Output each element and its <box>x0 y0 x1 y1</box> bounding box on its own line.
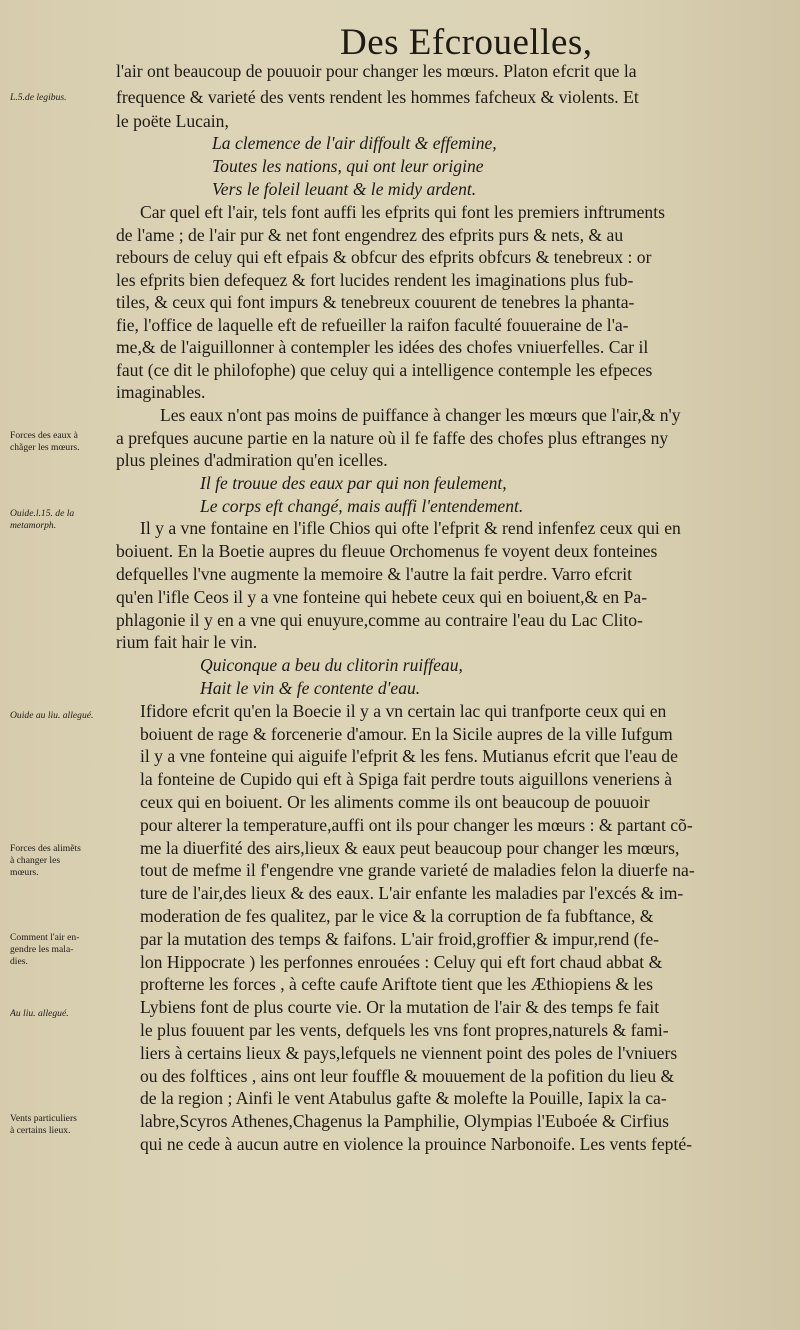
margin-note-line: Forces des alimẽts <box>10 843 81 854</box>
margin-note <box>10 508 118 532</box>
text-line: Le corps eft changé, mais auffi l'entendement. <box>200 496 524 516</box>
text-line: labre,Scyros Athenes,Chagenus la Pamphilie, Olympias l'Euboée & Cirfius <box>140 1111 669 1131</box>
text-line: qui ne cede à aucun autre en violence la prouince Narbonoife. Les vents fepté- <box>140 1134 692 1154</box>
margin-note <box>10 843 118 879</box>
text-line: imaginables. <box>116 382 206 402</box>
text-line: ou des folftices , ains ont leur fouffle & mouuement de la pofition du lieu & <box>140 1066 675 1086</box>
text-line: me,& de l'aiguillonner à contempler les idées des chofes vniuerfelles. Car il <box>116 337 649 357</box>
margin-note-line: gendre les mala- <box>10 944 74 955</box>
text-line: Quiconque a beu du clitorin ruiffeau, <box>200 655 463 675</box>
text-line: phlagonie il y en a vne qui enuyure,comme au contraire l'eau du Lac Clito- <box>116 610 643 630</box>
text-line: moderation de fes qualitez, par le vice & la corruption de fa fubftance, & <box>140 906 654 926</box>
text-line: a prefques aucune partie en la nature où il fe faffe des chofes plus eftranges ny <box>116 428 669 448</box>
text-line: ture de l'air,des lieux & des eaux. L'air enfante les maladies par l'excés & im- <box>140 883 684 903</box>
margin-note-line: Forces des eaux à <box>10 430 78 441</box>
text-line: tout de mefme il f'engendre vne grande varieté de maladies felon la diuerfe na- <box>140 860 695 880</box>
text-line: qu'en l'ifle Ceos il y a vne fonteine qui hebete ceux qui en boiuent,& en Pa- <box>116 587 648 607</box>
text-line: Hait le vin & fe contente d'eau. <box>200 678 421 698</box>
margin-note-line: Ouide.l.15. de la <box>10 508 75 519</box>
text-line: Vers le foleil leuant & le midy ardent. <box>212 179 477 199</box>
text-line: lon Hippocrate ) les perfonnes enrouées : Celuy qui eft fort chaud abbat & <box>140 952 663 972</box>
text-line: les efprits bien defequez & fort lucides rendent les imaginations plus fub- <box>116 270 634 290</box>
text-line: defquelles l'vne augmente la memoire & l'autre la fait perdre. Varro efcrit <box>116 564 633 584</box>
text-line: me la diuerfité des airs,lieux & eaux peut beaucoup pour changer les mœurs, <box>140 838 680 858</box>
text-line: de l'ame ; de l'air pur & net font engendrez des efprits purs & nets, & au <box>116 225 624 245</box>
text-line: Il y a vne fontaine en l'ifle Chios qui ofte l'efprit & rend infenfez ceux qui en <box>140 518 681 538</box>
text-line: fie, l'office de laquelle eft de refueiller la raifon faculté fouueraine de l'a- <box>116 315 629 335</box>
margin-note-line: à changer les <box>10 855 61 866</box>
margin-note-line: Au liu. allegué. <box>10 1008 69 1019</box>
text-line: de la region ; Ainfi le vent Atabulus gafte & molefte la Pouille, Iapix la ca- <box>140 1088 667 1108</box>
text-line: Il fe trouue des eaux par qui non feulement, <box>200 473 507 493</box>
text-line: pour alterer la temperature,auffi ont ils pour changer les mœurs : & partant cõ- <box>140 815 693 835</box>
margin-note <box>10 92 118 104</box>
text-line: frequence & varieté des vents rendent les hommes fafcheux & violents. Et <box>116 87 639 107</box>
margin-note-line: à certains lieux. <box>10 1125 71 1136</box>
text-line: plus pleines d'admiration qu'en icelles. <box>116 450 388 470</box>
text-line: Les eaux n'ont pas moins de puiffance à changer les mœurs que l'air,& n'y <box>160 405 681 425</box>
text-line: Car quel eft l'air, tels font auffi les efprits qui font les premiers inftruments <box>140 202 665 222</box>
margin-note <box>10 710 118 722</box>
margin-note-line: mœurs. <box>10 867 39 878</box>
text-line: rebours de celuy qui eft efpais & obfcur des efprits obfcurs & tenebreux : or <box>116 247 652 267</box>
text-line: Ifidore efcrit qu'en la Boecie il y a vn certain lac qui tranfporte ceux qui en <box>140 701 667 721</box>
text-line: par la mutation des temps & faifons. L'air froid,groffier & impur,rend (fe- <box>140 929 660 949</box>
margin-note <box>10 430 118 454</box>
text-line: boiuent de rage & forcenerie d'amour. En la Sicile aupres de la ville Iufgum <box>140 724 673 744</box>
text-line: il y a vne fonteine qui aiguife l'efprit & les fens. Mutianus efcrit que l'eau de <box>140 746 678 766</box>
margin-note-line: Ouide au liu. allegué. <box>10 710 94 721</box>
margin-note <box>10 932 118 968</box>
running-title: Des Efcrouelles, <box>340 22 593 63</box>
margin-note-line: dies. <box>10 956 28 967</box>
text-line: le plus fouuent par les vents, defquels les vns font propres,naturels & fami- <box>140 1020 669 1040</box>
margin-note <box>10 1113 118 1137</box>
text-line: tiles, & ceux qui font impurs & tenebreux couurent de tenebres la phanta- <box>116 292 635 312</box>
text-line: liers à certains lieux & pays,lefquels ne viennent point des poles de l'vniuers <box>140 1043 678 1063</box>
margin-note-line: Comment l'air en- <box>10 932 80 943</box>
text-line: la fonteine de Cupido qui eft à Spiga fait perdre touts aiguillons veneriens à <box>140 769 673 789</box>
text-line: Lybiens font de plus courte vie. Or la mutation de l'air & des temps fe fait <box>140 997 660 1017</box>
text-line: boiuent. En la Boetie aupres du fleuue Orchomenus fe voyent deux fonteines <box>116 541 658 561</box>
margin-note <box>10 1008 118 1020</box>
margin-note-line: metamorph. <box>10 520 57 531</box>
margin-note-line: chãger les mœurs. <box>10 442 80 453</box>
text-line: ceux qui en boiuent. Or les aliments comme ils ont beaucoup de pouuoir <box>140 792 650 812</box>
text-line: La clemence de l'air diffoult & effemine, <box>212 133 497 153</box>
margin-note-line: Vents particuliers <box>10 1113 77 1124</box>
text-line: profterne les forces , à cefte caufe Ariftote tient que les Æthiopiens & les <box>140 974 653 994</box>
text-line: rium fait hair le vin. <box>116 632 258 652</box>
text-line: faut (ce dit le philofophe) que celuy qui a intelligence contemple les efpeces <box>116 360 653 380</box>
text-line: l'air ont beaucoup de pouuoir pour changer les mœurs. Platon efcrit que la <box>116 61 637 81</box>
text-line: le poëte Lucain, <box>116 111 229 131</box>
margin-note-line: L.5.de legibus. <box>10 92 67 103</box>
text-line: Toutes les nations, qui ont leur origine <box>212 156 484 176</box>
